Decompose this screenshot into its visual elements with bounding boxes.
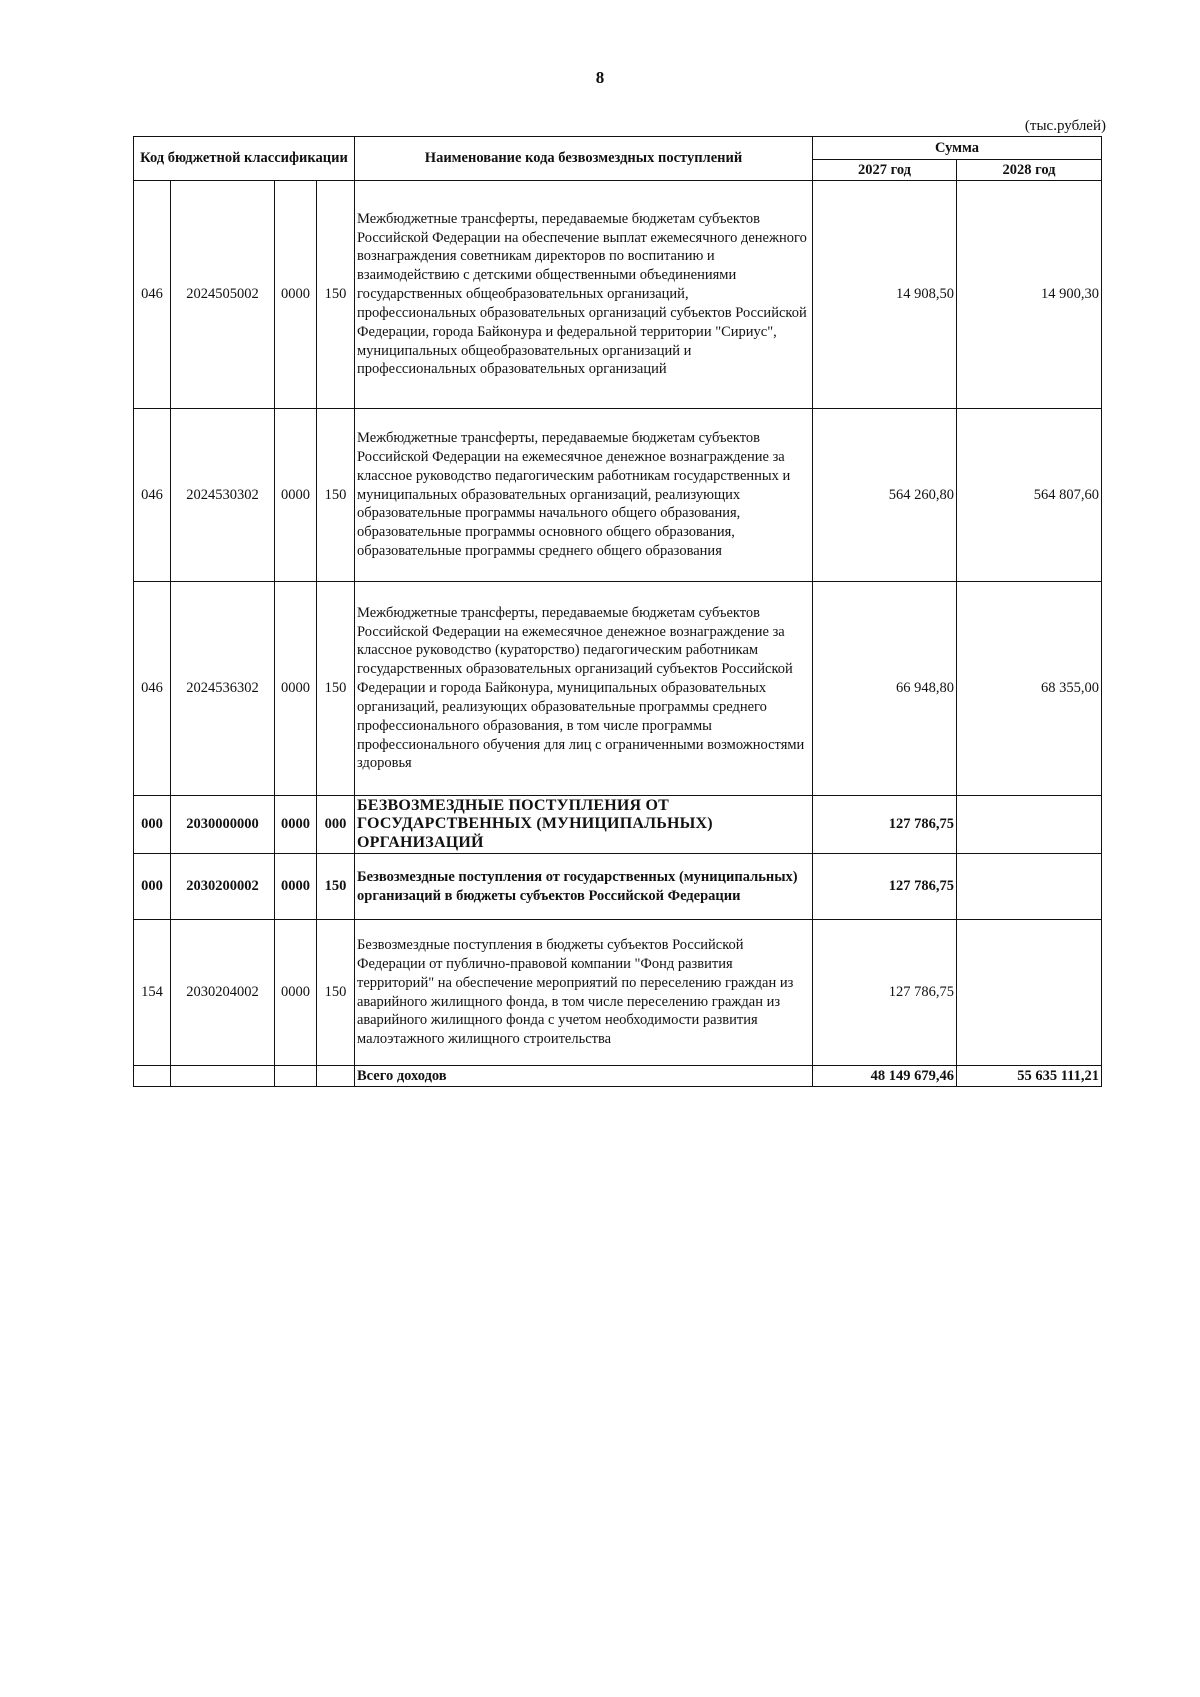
budget-table [133,136,1102,1087]
cell-code: 2024530302 [171,409,275,582]
cell-empty [317,1066,355,1087]
cell-2028 [957,796,1102,854]
header-year-2028: 2028 год [957,160,1102,181]
table-row [134,854,1102,920]
cell-2027: 66 948,80 [813,582,957,796]
cell-adm: 000 [134,796,171,854]
cell-name: Безвозмездные поступления от государственных (муниципальных) организаций в бюджеты субъектов Российской Федерации [355,854,813,920]
cell-code: 2030000000 [171,796,275,854]
cell-2028 [957,854,1102,920]
cell-prog: 0000 [275,181,317,409]
cell-name: БЕЗВОЗМЕЗДНЫЕ ПОСТУПЛЕНИЯ ОТ ГОСУДАРСТВЕННЫХ (МУНИЦИПАЛЬНЫХ) ОРГАНИЗАЦИЙ [355,796,813,854]
cell-kind: 150 [317,409,355,582]
units-note: (тыс.рублей) [1024,118,1106,134]
cell-adm: 046 [134,409,171,582]
header-name: Наименование кода безвозмездных поступлений [355,137,813,181]
cell-2028 [957,920,1102,1066]
table-row [134,796,1102,854]
cell-kind: 150 [317,854,355,920]
table-row [134,181,1102,409]
cell-2027: 14 908,50 [813,181,957,409]
table-header-row [134,137,1102,160]
cell-prog: 0000 [275,854,317,920]
total-2028: 55 635 111,21 [957,1066,1102,1087]
cell-2027: 127 786,75 [813,854,957,920]
cell-adm: 046 [134,181,171,409]
cell-kind: 000 [317,796,355,854]
cell-2028: 68 355,00 [957,582,1102,796]
cell-2027: 564 260,80 [813,409,957,582]
header-year-2027: 2027 год [813,160,957,181]
cell-name: Безвозмездные поступления в бюджеты субъектов Российской Федерации от публично-правовой компании "Фонд развития территорий" на обеспечение мероприятий по переселению граждан из аварийного жилищного фонда, в том числе переселению граждан из аварийного жилищного фонда с учетом необходимости развития малоэтажного жилищного строительства [355,920,813,1066]
cell-adm: 000 [134,854,171,920]
cell-adm: 046 [134,582,171,796]
cell-kind: 150 [317,181,355,409]
page-number: 8 [595,68,605,87]
cell-code: 2030200002 [171,854,275,920]
cell-2028: 14 900,30 [957,181,1102,409]
total-2027: 48 149 679,46 [813,1066,957,1087]
cell-code: 2024505002 [171,181,275,409]
cell-2027: 127 786,75 [813,796,957,854]
total-label: Всего доходов [355,1066,813,1087]
cell-code: 2024536302 [171,582,275,796]
cell-prog: 0000 [275,409,317,582]
cell-empty [275,1066,317,1087]
cell-2027: 127 786,75 [813,920,957,1066]
cell-kind: 150 [317,582,355,796]
cell-empty [134,1066,171,1087]
table-row [134,582,1102,796]
table-row [134,409,1102,582]
header-code: Код бюджетной классификации [134,137,355,181]
table-row [134,920,1102,1066]
cell-2028: 564 807,60 [957,409,1102,582]
total-row [134,1066,1102,1087]
cell-code: 2030204002 [171,920,275,1066]
cell-prog: 0000 [275,796,317,854]
cell-empty [171,1066,275,1087]
cell-prog: 0000 [275,582,317,796]
cell-name: Межбюджетные трансферты, передаваемые бюджетам субъектов Российской Федерации на ежемесячное денежное вознаграждение за классное руководство педагогическим работникам государственных и муниципальных образовательных организаций, реализующих образовательные программы начального общего образования, образовательные программы основного общего образования, образовательные программы среднего общего образования [355,409,813,582]
cell-name: Межбюджетные трансферты, передаваемые бюджетам субъектов Российской Федерации на обеспечение выплат ежемесячного денежного вознаграждения советникам директоров по воспитанию и взаимодействию с детскими общественными объединениями государственных общеобразовательных организаций, профессиональных образовательных организаций субъектов Российской Федерации, города Байконура и федеральной территории "Сириус", муниципальных общеобразовательных организаций и профессиональных образовательных организаций [355,181,813,409]
cell-prog: 0000 [275,920,317,1066]
cell-kind: 150 [317,920,355,1066]
cell-adm: 154 [134,920,171,1066]
cell-name: Межбюджетные трансферты, передаваемые бюджетам субъектов Российской Федерации на ежемесячное денежное вознаграждение за классное руководство (кураторство) педагогическим работникам государственных образовательных организаций субъектов Российской Федерации и города Байконура, муниципальных образовательных организаций, реализующих образовательные программы среднего профессионального образования, в том числе программы профессионального обучения для лиц с ограниченными возможностями здоровья [355,582,813,796]
header-sum: Сумма [813,137,1102,160]
